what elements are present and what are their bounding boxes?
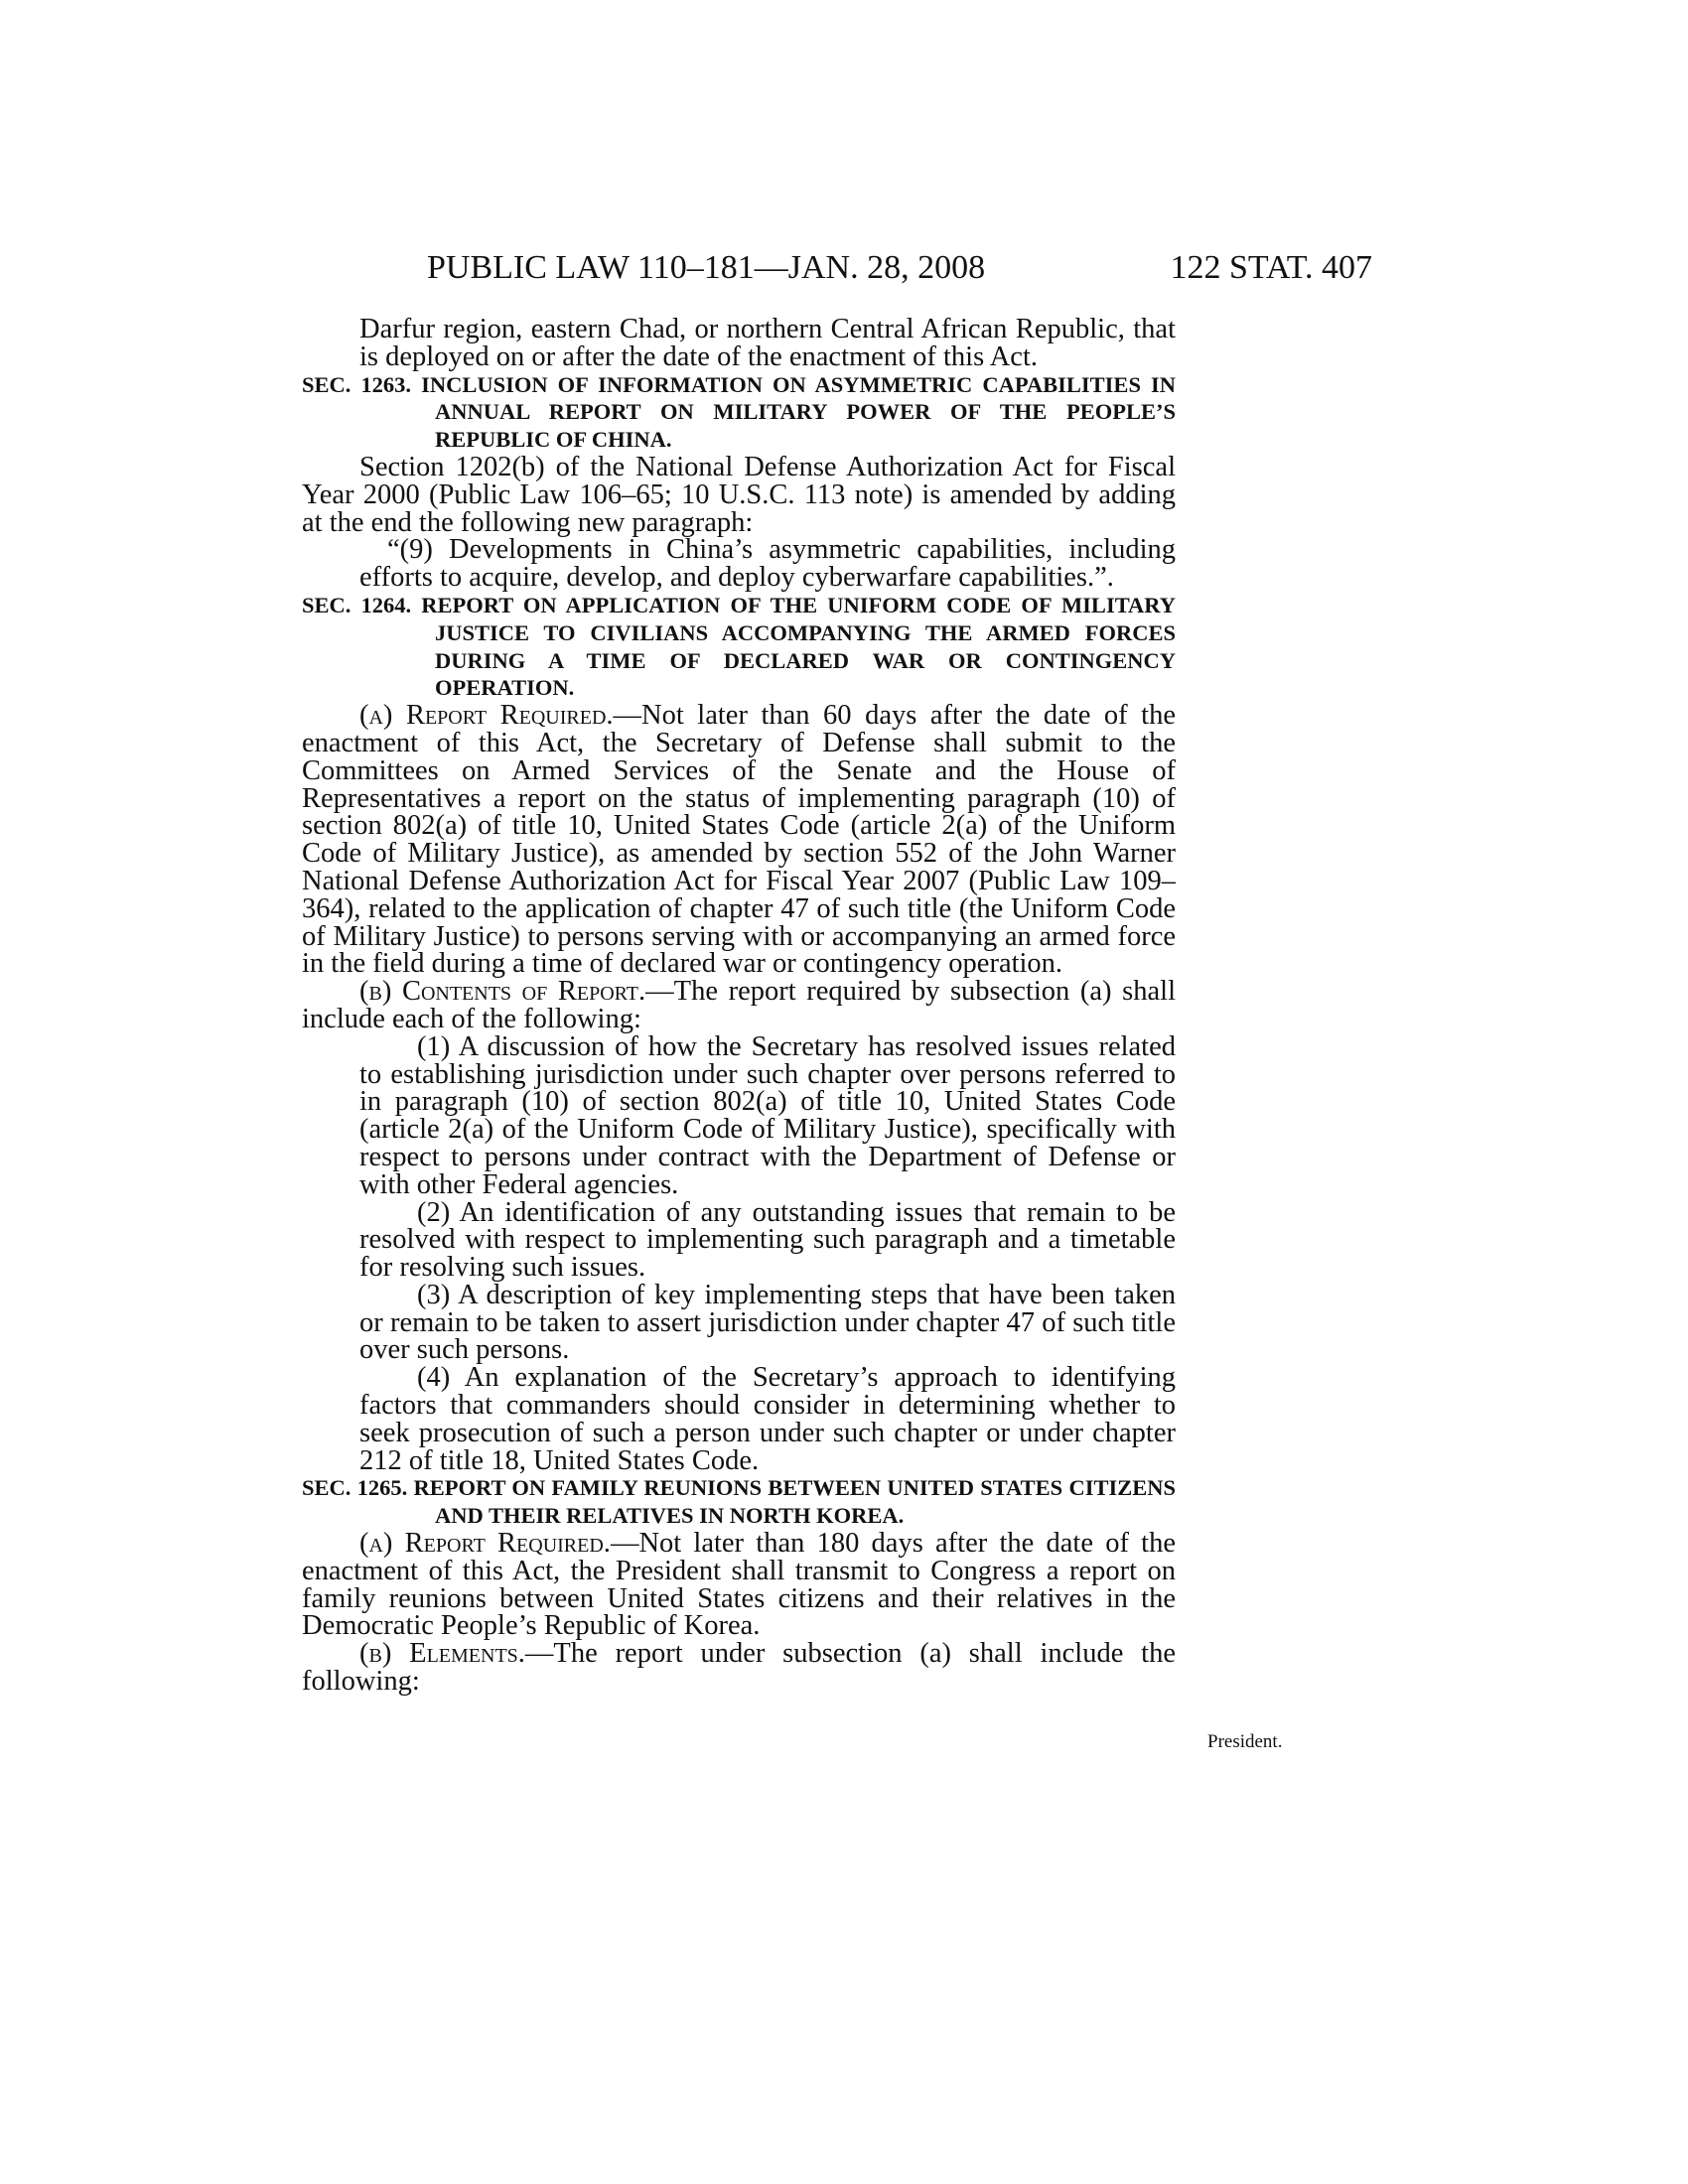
section-1263-heading: SEC. 1263. INCLUSION OF INFORMATION ON ASYMMETRIC CAPABILITIES IN ANNUAL REPORT ON MILITARY POWER OF THE PEOPLE’S REPUBLIC OF CHINA. [302,371,1176,453]
subsection-a-label: (a) Report Required. [359,1528,611,1560]
statute-page-reference: 122 STAT. 407 [1170,249,1372,286]
section-1264-subsection-a [302,702,1176,978]
margin-note: President. [1207,1731,1283,1752]
list-item: (4) An explanation of the Secretary’s approach to identifying factors that commanders should consider in determining whether to seek prosecution of such a person under such chapter or under chapter 212 of title 18, United States Code. [359,1362,1176,1476]
subsection-b-text: —The report required by subsection (a) shall include each of the following: [302,976,1176,1034]
subsection-b-text: —The report under subsection (a) shall include the following: [302,1638,1177,1698]
subsection-a-text: —Not later than 180 days after the date of the enactment of this Act, the President shall transmit to Congress a report on family reunions between United States citizens and their relatives in the Democratic People’s Republic of Korea. [302,1528,1176,1642]
subsection-b-label: (b) Elements. [359,1638,525,1670]
section-1264-subsection-b [302,978,1176,1033]
subsection-a-text: —Not later than 60 days after the date of the enactment of this Act, the Secretary of Defense shall submit to the Committees on Armed Services of the Senate and the House of Representatives a report on the status of implementing paragraph (10) of section 802(a) of title 10, United States Code (article 2(a) of the Uniform Code of Military Justice), as amended by section 552 of the John Warner National Defense Authorization Act for Fiscal Year 2007 (Public Law 109–364), related to the application of chapter 47 of such title (the Uniform Code of Military Justice) to persons serving with or accompanying an armed force in the field during a time of declared war or contingency operation. [302,700,1176,980]
continued-paragraph: Darfur region, eastern Chad, or northern Central African Republic, that is deployed on or after the date of the enactment of this Act. [359,314,1176,372]
body-text [302,316,1176,1696]
section-1263-text: Section 1202(b) of the National Defense Authorization Act for Fiscal Year 2000 (Public Law 106–65; 10 U.S.C. 113 note) is amended by adding at the end the following new paragraph: [302,451,1176,538]
running-head [427,246,1420,290]
list-item: (1) A discussion of how the Secretary has resolved issues related to establishing jurisdiction under such chapter over persons referred to in paragraph (10) of section 802(a) of title 10, United States Code (article 2(a) of the Uniform Code of Military Justice), specifically with respect to persons under contract with the Department of Defense or with other Federal agencies. [359,1030,1176,1200]
section-1265-subsection-b [302,1640,1176,1696]
subsection-a-label: (a) Report Required. [359,700,614,732]
section-1265-heading: SEC. 1265. REPORT ON FAMILY REUNIONS BETWEEN UNITED STATES CITIZENS AND THEIR RELATIVES IN NORTH KOREA. [302,1475,1176,1529]
running-head-title: PUBLIC LAW 110–181—JAN. 28, 2008 [427,249,986,286]
list-item: (2) An identification of any outstanding issues that remain to be resolved with respect to implementing such paragraph and a timetable for resolving such issues. [359,1196,1176,1284]
section-1264-heading: SEC. 1264. REPORT ON APPLICATION OF THE UNIFORM CODE OF MILITARY JUSTICE TO CIVILIANS ACCOMPANYING THE ARMED FORCES DURING A TIME OF DECLARED WAR OR CONTINGENCY OPERATION. [302,592,1176,701]
list-item: (3) A description of key implementing steps that have been taken or remain to be taken to assert jurisdiction under chapter 47 of such title over such persons. [359,1279,1176,1366]
section-1263-quoted-paragraph: “(9) Developments in China’s asymmetric capabilities, including efforts to acquire, develop, and deploy cyberwarfare capabilities.”. [359,534,1176,594]
subsection-b-label: (b) Contents of Report. [359,976,646,1008]
section-1265-subsection-a [302,1530,1176,1640]
